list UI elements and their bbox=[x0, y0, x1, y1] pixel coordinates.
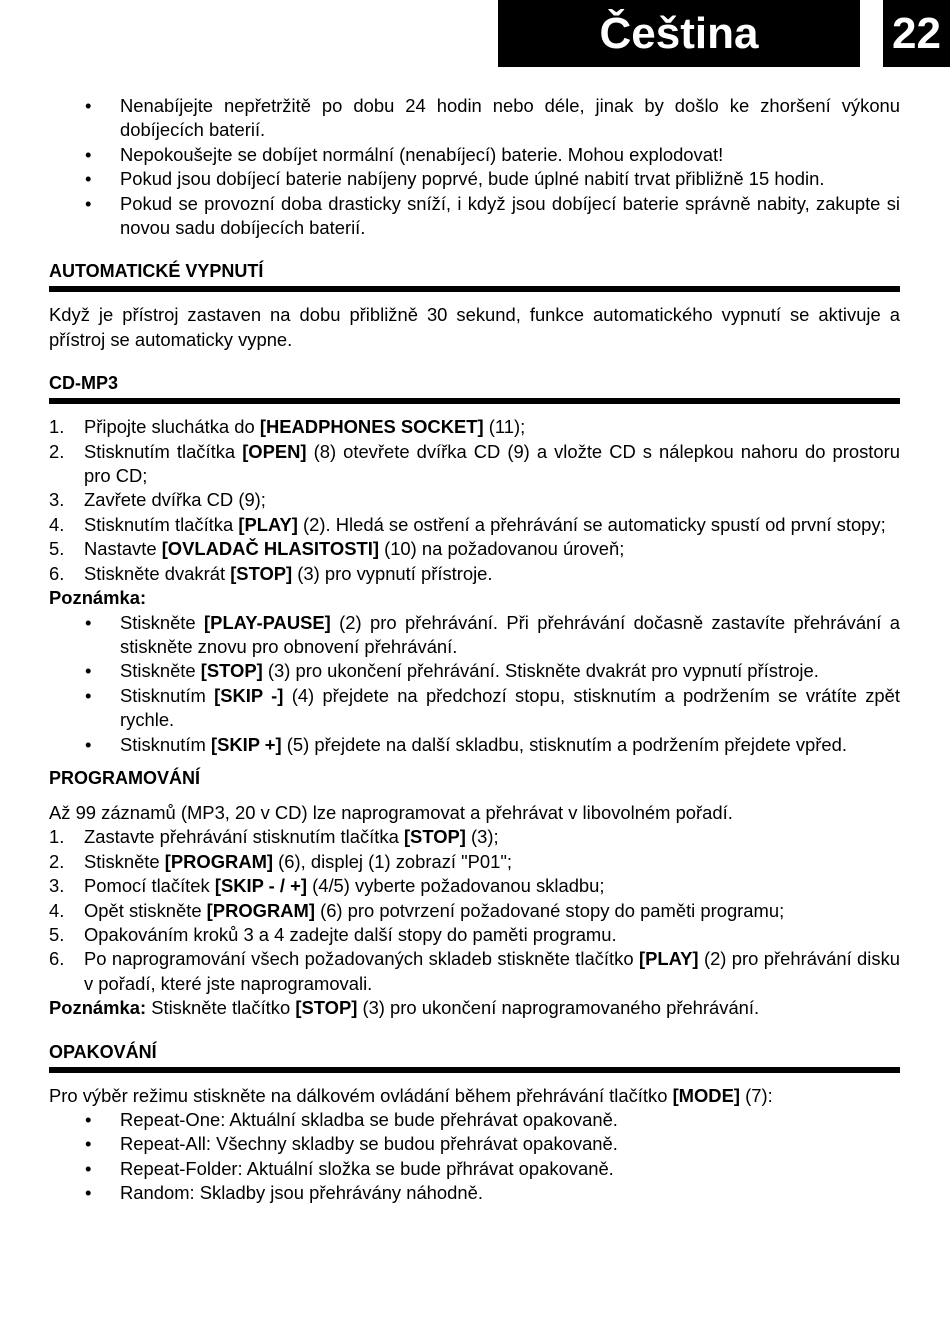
step-text-end: (10) na požadovanou úroveň; bbox=[378, 538, 625, 560]
step-text-end: (8) otevřete dvířka CD (9) a vložte CD s nálepkou nahoru do prostoru pro CD; bbox=[84, 440, 900, 487]
note-key: [SKIP +] bbox=[210, 733, 282, 755]
numbered-step bbox=[49, 850, 900, 874]
step-text-end: (2) pro přehrávání disku v pořadí, které jste naprogramovali. bbox=[84, 948, 900, 994]
bullet-dot: • bbox=[85, 660, 92, 682]
bullet-dot: • bbox=[85, 95, 92, 116]
note-bullet bbox=[49, 684, 900, 733]
step-text: Připojte sluchátka do bbox=[84, 416, 260, 438]
step-number: 1. bbox=[49, 826, 65, 848]
step-number: 5. bbox=[49, 538, 65, 560]
step-key: [STOP] bbox=[230, 562, 293, 584]
step-text-end: (3) pro vypnutí přístroje. bbox=[292, 562, 493, 584]
section-heading-cd-mp3: CD-MP3 bbox=[49, 373, 119, 394]
step-key: [PLAY] bbox=[638, 948, 699, 970]
step-text: Zavřete dvířka CD (9); bbox=[84, 489, 266, 511]
note-text: Stisknutím bbox=[120, 684, 215, 706]
bullet-dot: • bbox=[85, 733, 92, 755]
bullet-item bbox=[49, 167, 900, 191]
note-text-end: (3) pro ukončení naprogramovaného přehrávání. bbox=[357, 997, 760, 1019]
step-number: 2. bbox=[49, 850, 65, 872]
bullet-dot: • bbox=[85, 168, 92, 190]
note-text: Stiskněte tlačítko bbox=[146, 997, 296, 1019]
numbered-step bbox=[49, 513, 900, 537]
note-text-end: (2) pro přehrávání. Při přehrávání dočasně zastavíte přehrávání a stiskněte znovu pro obnovení přehrávání. bbox=[120, 611, 901, 657]
step-number: 6. bbox=[49, 948, 65, 970]
numbered-step bbox=[49, 537, 900, 561]
step-number: 3. bbox=[49, 875, 65, 897]
section-rule bbox=[49, 286, 900, 292]
numbered-step bbox=[49, 825, 900, 849]
step-number: 3. bbox=[49, 489, 65, 511]
step-key: [HEADPHONES SOCKET] bbox=[259, 416, 484, 438]
repeat-intro bbox=[49, 1084, 900, 1108]
bullet-dot: • bbox=[85, 1133, 92, 1155]
step-number: 4. bbox=[49, 513, 65, 535]
bullet-text: Nenabíjejte nepřetržitě po dobu 24 hodin nebo déle, jinak by došlo ke zhoršení výkonu dobíjecích baterií. bbox=[120, 95, 900, 141]
step-text-end: (3); bbox=[465, 826, 499, 848]
note-text-end: (4) přejdete na předchozí stopu, stisknutím a podržením se vrátíte zpět rychle. bbox=[120, 684, 901, 731]
step-text-end: (4/5) vyberte požadovanou skladbu; bbox=[306, 875, 605, 897]
note-label: Poznámka: bbox=[49, 997, 147, 1019]
bullet-dot: • bbox=[85, 1109, 92, 1130]
note-key: [SKIP -] bbox=[214, 684, 284, 706]
note-key: [STOP] bbox=[200, 660, 263, 682]
section-rule bbox=[49, 398, 900, 404]
page-number: 22 bbox=[883, 0, 950, 67]
note-key: [PLAY-PAUSE] bbox=[204, 611, 331, 633]
bullet-dot: • bbox=[85, 684, 92, 706]
bullet-item bbox=[49, 192, 900, 241]
step-text: Po naprogramování všech požadovaných skladeb stiskněte tlačítko bbox=[84, 948, 639, 970]
bullet-item bbox=[49, 94, 900, 143]
step-number: 5. bbox=[49, 923, 65, 945]
bullet-dot: • bbox=[85, 611, 92, 633]
repeat-intro-end: (7): bbox=[739, 1084, 773, 1106]
repeat-mode-text: Random: Skladby jsou přehrávány náhodně. bbox=[120, 1182, 483, 1204]
page-content bbox=[49, 94, 900, 1206]
step-text-end: (6), displej (1) zobrazí "P01"; bbox=[273, 850, 513, 872]
step-text-end: (2). Hledá se ostření a přehrávání se automaticky spustí od první stopy; bbox=[297, 513, 886, 535]
numbered-step bbox=[49, 562, 900, 586]
section-heading-programming: PROGRAMOVÁNÍ bbox=[49, 767, 201, 788]
note-bullet bbox=[49, 659, 900, 683]
step-text-end: (11); bbox=[483, 416, 526, 438]
step-key: [SKIP - / +] bbox=[214, 875, 307, 897]
step-number: 6. bbox=[49, 562, 65, 584]
section-heading-auto-off: AUTOMATICKÉ VYPNUTÍ bbox=[49, 261, 264, 282]
note-text-end: (3) pro ukončení přehrávání. Stiskněte dvakrát pro vypnutí přístroje. bbox=[262, 660, 819, 682]
bullet-dot: • bbox=[85, 1157, 92, 1179]
step-number: 4. bbox=[49, 899, 65, 921]
step-key: [OPEN] bbox=[242, 440, 307, 462]
numbered-step bbox=[49, 899, 900, 923]
numbered-step bbox=[49, 488, 900, 512]
repeat-mode-item bbox=[49, 1157, 900, 1181]
repeat-mode-text: Repeat-Folder: Aktuální složka se bude přhrávat opakovaně. bbox=[120, 1157, 614, 1179]
step-number: 2. bbox=[49, 440, 65, 462]
step-key: [OVLADAČ HLASITOSTI] bbox=[161, 538, 379, 560]
step-text: Stisknutím tlačítka bbox=[84, 513, 239, 535]
note-text-end: (5) přejdete na další skladbu, stisknutím a podržením přejdete vpřed. bbox=[281, 733, 847, 755]
auto-off-text: Když je přístroj zastaven na dobu přibližně 30 sekund, funkce automatického vypnutí se aktivuje a přístroj se automaticky vypne. bbox=[49, 304, 900, 350]
section-rule bbox=[49, 1067, 900, 1073]
step-key: [PROGRAM] bbox=[206, 899, 315, 921]
bullet-text: Pokud jsou dobíjecí baterie nabíjeny poprvé, bude úplné nabití trvat přibližně 15 hodin. bbox=[120, 168, 825, 190]
note-text: Stiskněte bbox=[120, 611, 205, 633]
numbered-step bbox=[49, 415, 900, 439]
step-key: [PROGRAM] bbox=[164, 850, 274, 872]
repeat-intro-key: [MODE] bbox=[672, 1084, 740, 1106]
step-text: Zastavte přehrávání stisknutím tlačítka bbox=[84, 826, 404, 848]
numbered-step bbox=[49, 440, 900, 489]
section-heading-repeat: OPAKOVÁNÍ bbox=[49, 1041, 157, 1062]
numbered-step bbox=[49, 947, 900, 996]
repeat-mode-text: Repeat-All: Všechny skladby se budou přehrávat opakovaně. bbox=[120, 1133, 618, 1155]
bullet-dot: • bbox=[85, 192, 92, 214]
programming-note bbox=[49, 996, 900, 1020]
language-title: Čeština bbox=[498, 0, 860, 67]
bullet-dot: • bbox=[85, 143, 92, 165]
repeat-mode-item bbox=[49, 1181, 900, 1205]
step-text-end: (6) pro potvrzení požadované stopy do paměti programu; bbox=[314, 899, 785, 921]
step-number: 1. bbox=[49, 416, 65, 438]
numbered-step bbox=[49, 923, 900, 947]
step-text: Stisknutím tlačítka bbox=[84, 440, 243, 462]
step-text: Pomocí tlačítek bbox=[84, 875, 215, 897]
note-text: Stisknutím bbox=[120, 733, 211, 755]
note-key: [STOP] bbox=[295, 997, 358, 1019]
note-label: Poznámka: bbox=[49, 587, 147, 609]
step-text: Opakováním kroků 3 a 4 zadejte další stopy do paměti programu. bbox=[84, 923, 617, 945]
note-bullet bbox=[49, 733, 900, 757]
step-key: [PLAY] bbox=[238, 513, 298, 535]
note-bullet bbox=[49, 611, 900, 660]
step-text: Nastavte bbox=[84, 538, 162, 560]
repeat-mode-item bbox=[49, 1132, 900, 1156]
repeat-intro-text: Pro výběr režimu stiskněte na dálkovém ovládání během přehrávání tlačítko bbox=[49, 1084, 673, 1106]
numbered-step bbox=[49, 874, 900, 898]
bullet-item bbox=[49, 143, 900, 167]
note-text: Stiskněte bbox=[120, 660, 201, 682]
repeat-mode-text: Repeat-One: Aktuální skladba se bude přehrávat opakovaně. bbox=[120, 1109, 618, 1130]
step-text: Opět stiskněte bbox=[84, 899, 207, 921]
step-key: [STOP] bbox=[403, 826, 466, 848]
step-text: Stiskněte dvakrát bbox=[84, 562, 231, 584]
programming-intro: Až 99 záznamů (MP3, 20 v CD) lze naprogramovat a přehrávat v libovolném pořadí. bbox=[49, 801, 733, 823]
step-text: Stiskněte bbox=[84, 850, 165, 872]
repeat-mode-item bbox=[49, 1108, 900, 1132]
bullet-text: Nepokoušejte se dobíjet normální (nenabíjecí) baterie. Mohou explodovat! bbox=[120, 143, 724, 165]
bullet-dot: • bbox=[85, 1182, 92, 1204]
bullet-text: Pokud se provozní doba drasticky sníží, i když jsou dobíjecí baterie správně nabity, zakupte si novou sadu dobíjecích baterií. bbox=[120, 192, 900, 239]
